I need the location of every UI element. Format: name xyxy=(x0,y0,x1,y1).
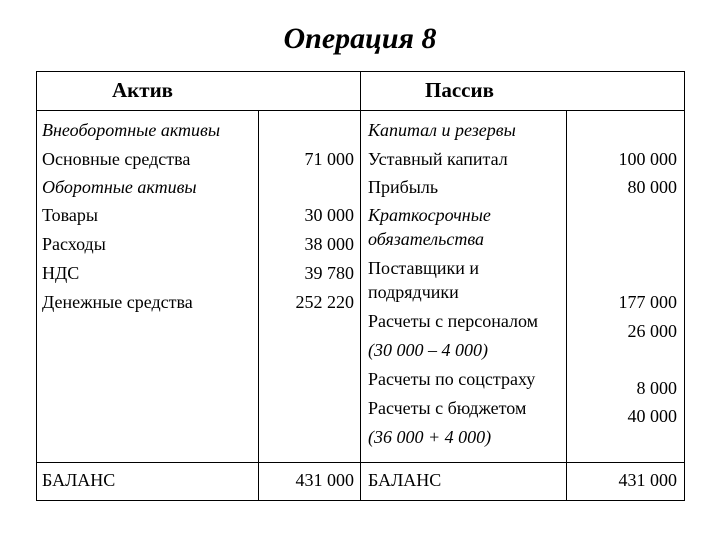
liability-balance-label: БАЛАНС xyxy=(368,470,442,490)
liability-value-authorized-capital: 100 000 xyxy=(618,149,677,169)
asset-value-cash: 252 220 xyxy=(295,292,354,312)
liability-label-capital-reserves: Капитал и резервы xyxy=(368,120,516,140)
asset-balance-label: БАЛАНС xyxy=(42,470,116,490)
asset-value-expenses: 38 000 xyxy=(304,234,354,254)
assets-header: Актив xyxy=(112,78,174,102)
asset-value-goods: 30 000 xyxy=(304,205,354,225)
liability-label-personnel: Расчеты с персоналом xyxy=(368,311,539,331)
liability-value-divider xyxy=(566,110,567,501)
liability-label-obligations: обязательства xyxy=(368,229,485,249)
liability-value-social-insurance: 8 000 xyxy=(636,378,677,398)
liability-value-budget: 40 000 xyxy=(627,406,677,426)
liability-label-profit: Прибыль xyxy=(368,177,439,197)
liability-label-authorized-capital: Уставный капитал xyxy=(368,149,508,169)
liability-label-personnel-calc: (30 000 – 4 000) xyxy=(368,340,488,360)
liability-value-contractors: 177 000 xyxy=(618,292,677,312)
liability-label-budget: Расчеты с бюджетом xyxy=(368,398,527,418)
asset-label-expenses: Расходы xyxy=(42,234,106,254)
liability-balance-value: 431 000 xyxy=(618,470,677,490)
liability-label-suppliers: Поставщики и xyxy=(368,258,480,278)
liability-label-budget-calc: (36 000 + 4 000) xyxy=(368,427,492,447)
asset-label-goods: Товары xyxy=(42,205,98,225)
asset-label-fixed-assets: Основные средства xyxy=(42,149,191,169)
liability-label-short-term: Краткосрочные xyxy=(368,205,491,225)
liability-value-personnel: 26 000 xyxy=(627,321,677,341)
asset-value-fixed-assets: 71 000 xyxy=(304,149,354,169)
liability-label-contractors: подрядчики xyxy=(368,282,459,302)
middle-divider xyxy=(360,110,361,501)
asset-value-vat: 39 780 xyxy=(304,263,354,283)
asset-balance-value: 431 000 xyxy=(295,470,354,490)
header-column-divider xyxy=(360,71,361,111)
asset-label-cash: Денежные средства xyxy=(42,292,193,312)
page-title: Операция 8 xyxy=(283,22,437,55)
liabilities-header: Пассив xyxy=(425,78,494,102)
asset-label-noncurrent: Внеоборотные активы xyxy=(42,120,221,140)
asset-label-vat: НДС xyxy=(42,263,80,283)
asset-label-current: Оборотные активы xyxy=(42,177,197,197)
liability-value-profit: 80 000 xyxy=(627,177,677,197)
liability-label-social-insurance: Расчеты по соцстраху xyxy=(368,369,536,389)
asset-value-divider xyxy=(258,110,259,501)
